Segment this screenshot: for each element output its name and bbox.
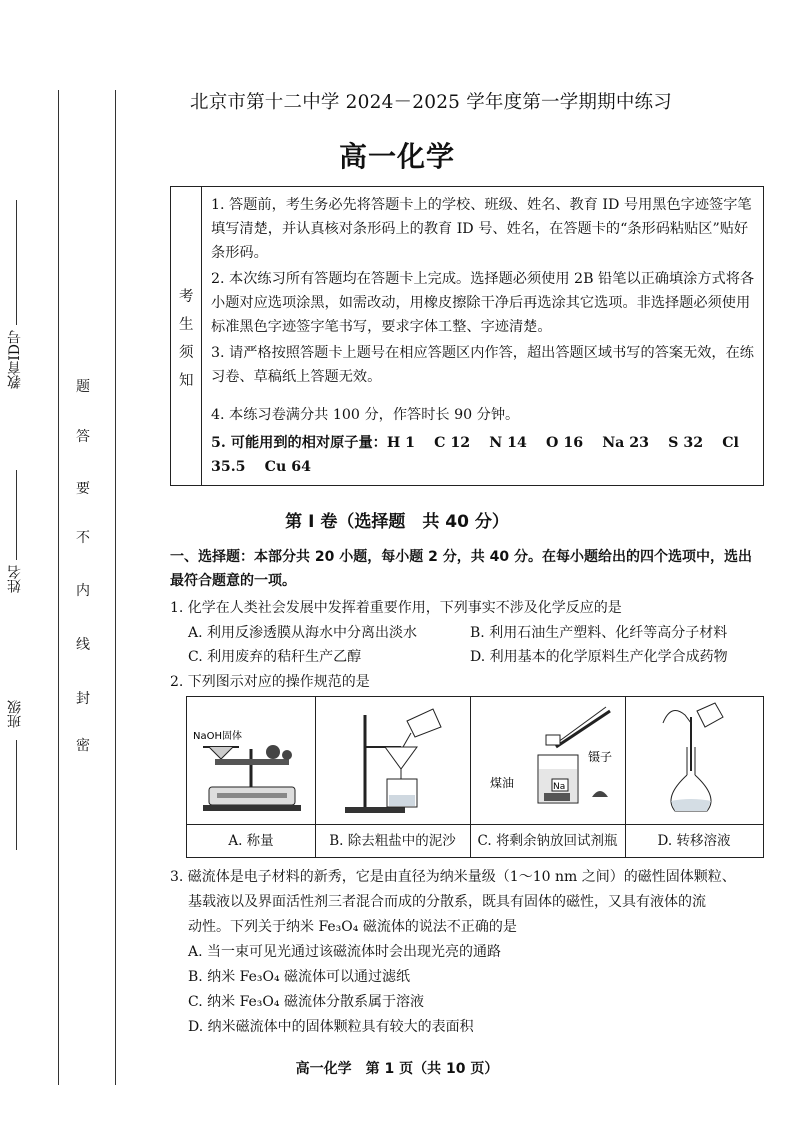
- notice-item: 4. 本练习卷满分共 100 分，作答时长 90 分钟。: [211, 407, 520, 423]
- q3-option-a: A. 当一束可见光通过该磁流体时会出现光亮的通路: [188, 944, 502, 960]
- notice-item: 1. 答题前，考生务必先将答题卡上的学校、班级、姓名、教育 ID 号用黑色字迹签字笔填写清楚，并认真核对条形码上的教育 ID 号、姓名，在答题卡的“条形码粘贴区”贴好条形码。: [211, 197, 752, 261]
- notice-item: 2. 本次练习所有答题均在答题卡上完成。选择题必须使用 2B 铅笔以正确填涂方式将各小题对应选项涂黑，如需改动，用橡皮擦除干净后再选涂其它选项。非选择题必须使用标准黑色字迹签字笔书写，要求字体工整、字迹清楚。: [211, 271, 755, 335]
- q3-stem-line3: 动性。下列关于纳米 Fe₃O₄ 磁流体的说法不正确的是: [188, 919, 517, 935]
- page-footer: 高一化学 第 1 页（共 10 页）: [295, 1061, 499, 1077]
- seal-char: 内: [76, 583, 90, 599]
- balance-illustration: [187, 697, 315, 823]
- seal-char: 封: [76, 691, 90, 707]
- q3-stem-line2: 基载液以及界面活性剂三者混合而成的分散系，既具有固体的磁性，又具有液体的流: [188, 894, 706, 910]
- seal-char: 线: [76, 637, 90, 653]
- q2-caption-c: C. 将剩余钠放回试剂瓶: [470, 824, 625, 857]
- tweezers-label: 镊子: [588, 750, 613, 764]
- notice-item: 5. 可能用到的相对原子量：H 1 C 12 N 14 O 16 Na 23 S 32 Cl 35.5 Cu 64: [211, 435, 739, 475]
- notice-label-char: 知: [179, 373, 194, 389]
- seal-char: 密: [76, 738, 90, 754]
- q2-stem: 2. 下列图示对应的操作规范的是: [170, 674, 370, 690]
- q3-option-d: D. 纳米磁流体中的固体颗粒具有较大的表面积: [188, 1019, 474, 1035]
- q2-cell-d: [625, 697, 763, 857]
- q2-caption-a: A. 称量: [187, 824, 315, 857]
- kerosene-label: 煤油: [490, 776, 515, 790]
- notice-label-char: 考: [179, 289, 194, 305]
- seal-char: 要: [76, 481, 90, 497]
- page-title: 北京市第十二中学 2024－2025 学年度第一学期期中练习: [190, 92, 672, 113]
- q2-cell-c: [470, 697, 626, 857]
- seal-char: 答: [76, 429, 90, 445]
- subject-title: 高一化学: [338, 140, 455, 173]
- q1-option-a: A. 利用反渗透膜从海水中分离出淡水: [188, 625, 418, 641]
- q1-option-d: D. 利用基本的化学原料生产化学合成药物: [470, 649, 728, 665]
- q3-option-c: C. 纳米 Fe₃O₄ 磁流体分散系属于溶液: [188, 994, 424, 1010]
- education-id-label: 教育ID号: [7, 330, 23, 389]
- name-label: 姓名: [7, 565, 23, 593]
- notice-label: [171, 187, 202, 485]
- notice-label-char: 生: [179, 317, 194, 333]
- notice-item: 3. 请严格按照答题卡上题号在相应答题区内作答，超出答题区域书写的答案无效，在练习卷、草稿纸上答题无效。: [211, 345, 754, 385]
- q2-cell-b: [315, 697, 471, 857]
- q2-caption-d: D. 转移溶液: [625, 824, 763, 857]
- na-label: Na: [553, 782, 566, 792]
- class-label: 班级: [7, 700, 23, 728]
- seal-char: 不: [76, 530, 90, 546]
- binding-line-outer: [58, 90, 59, 1085]
- binding-line-inner: [115, 90, 116, 1085]
- q3-option-b: B. 纳米 Fe₃O₄ 磁流体可以通过滤纸: [188, 969, 411, 985]
- section-title: 第 I 卷（选择题 共 40 分）: [285, 512, 509, 532]
- q3-stem-line1: 3. 磁流体是电子材料的新秀，它是由直径为纳米量级（1～10 nm 之间）的磁性固体颗粒、: [170, 869, 736, 885]
- q2-caption-b: B. 除去粗盐中的泥沙: [315, 824, 470, 857]
- q1-stem: 1. 化学在人类社会发展中发挥着重要作用，下列事实不涉及化学反应的是: [170, 600, 622, 616]
- q1-option-b: B. 利用石油生产塑料、化纤等高分子材料: [470, 625, 728, 641]
- education-id-underline: [16, 200, 17, 325]
- q1-option-c: C. 利用废弃的秸秆生产乙醇: [188, 649, 362, 665]
- section-intro-cont: 最符合题意的一项。: [170, 573, 296, 589]
- sodium-storage-illustration: [470, 697, 625, 823]
- section-intro: 一、选择题：本部分共 20 小题，每小题 2 分，共 40 分。在每小题给出的四个选项中，选出: [170, 549, 752, 565]
- filtration-illustration: [315, 697, 470, 823]
- notice-label-char: 须: [179, 345, 194, 361]
- notice-box: [170, 186, 764, 486]
- q2-figure-table: [186, 696, 764, 858]
- naoh-label: NaOH固体: [193, 731, 242, 742]
- class-underline: [16, 740, 17, 850]
- transfer-illustration: [625, 697, 763, 823]
- q2-cell-a: [187, 697, 316, 857]
- seal-char: 题: [76, 379, 90, 395]
